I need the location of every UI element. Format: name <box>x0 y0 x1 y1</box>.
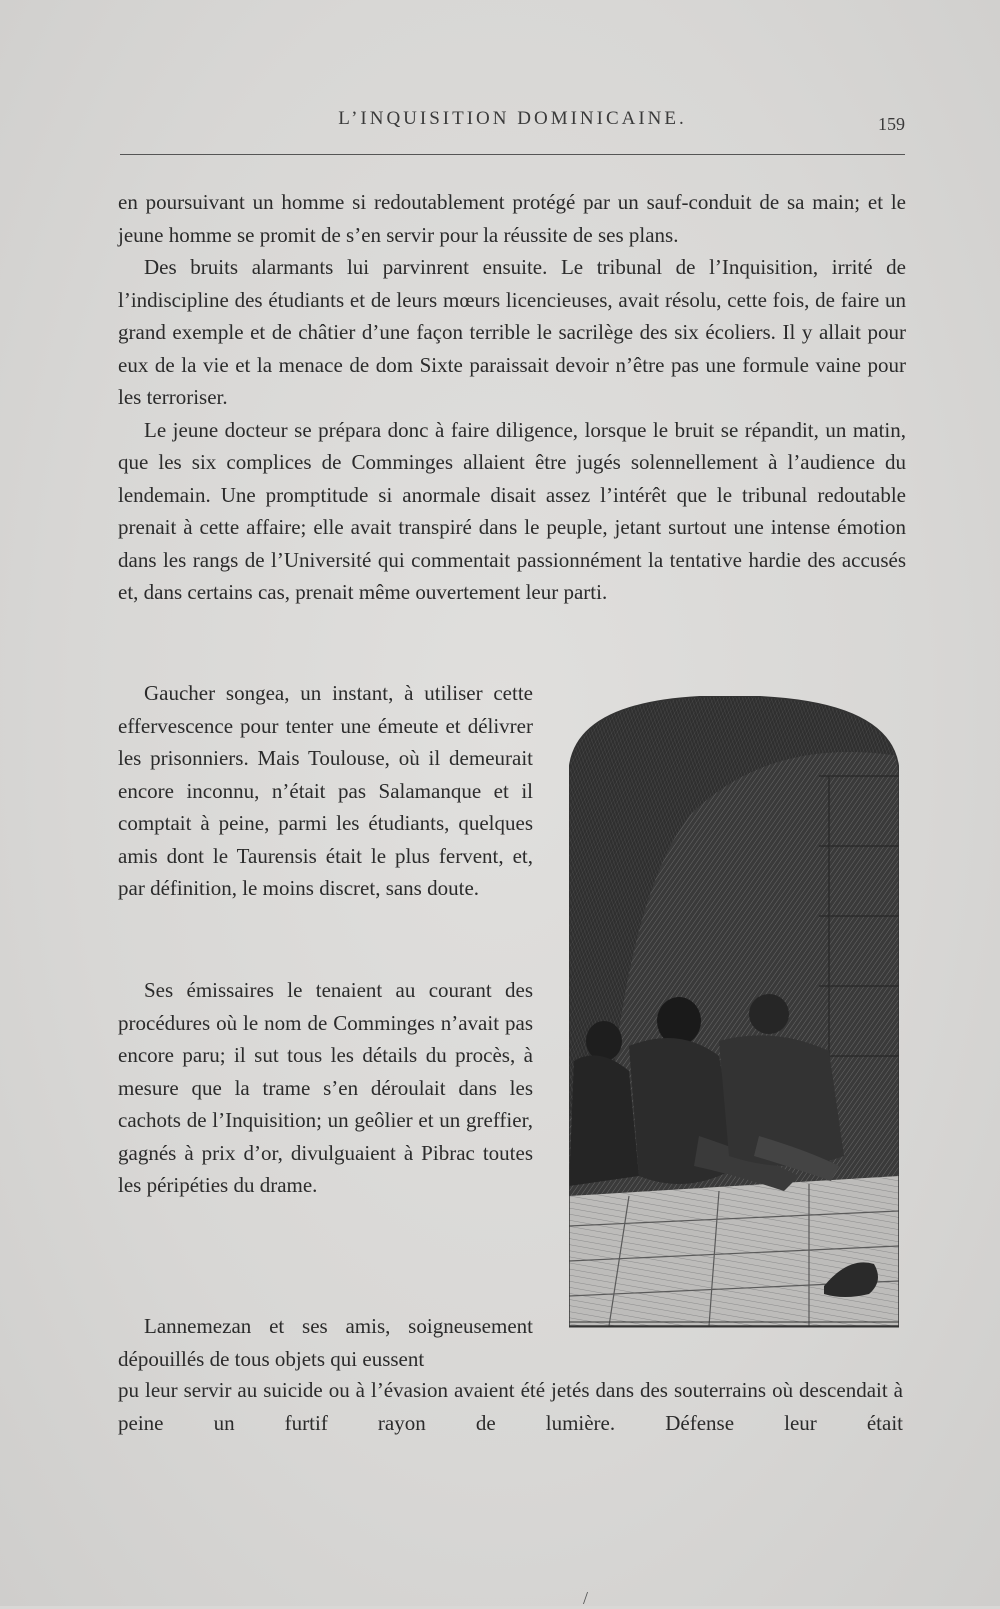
paragraph-lannemezan-continued: pu leur servir au suicide ou à l’évasion avaient été jetés dans des souterrains où descendait à peine un furtif rayon de lumière. Défense leur était <box>118 1378 903 1435</box>
text-full-lannemezan <box>118 1374 903 1439</box>
paragraph-continuation: en poursuivant un homme si redoutablement protégé par un sauf-conduit de sa main; et le jeune homme se promit de s’en servir pour la réussite de ses plans. <box>118 190 906 247</box>
text-column-gaucher <box>118 677 533 905</box>
paragraph-rumors: Des bruits alarmants lui parvinrent ensuite. Le tribunal de l’Inquisition, irrité de l’indiscipline des étudiants et de leurs mœurs licencieuses, avait résolu, cette fois, de faire un grand exemple et de châtier d’une façon terrible le sacrilège des six écoliers. Il y allait pour eux de la vie et la menace de dom Sixte paraissait devoir n’être pas une formule vaine pour les terroriser. <box>118 255 906 409</box>
page-header <box>120 108 905 138</box>
header-rule <box>120 154 905 155</box>
dungeon-engraving <box>569 696 899 1336</box>
paragraph-young-doctor: Le jeune docteur se prépara donc à faire diligence, lorsque le bruit se répandit, un matin, que les six complices de Comminges allaient être jugés solennellement à l’audience du lendemain. Une promptitude si anormale disait assez l’intérêt que le tribunal redoutable prenait à cette affaire; elle avait transpiré dans le peuple, jetant surtout une intense émotion dans les rangs de l’Université qui commentait passionnément la tentative hardie des accusés et, dans certains cas, prenait même ouvertement leur parti. <box>118 417 906 604</box>
paragraph-lannemezan-start: Lannemezan et ses amis, soigneusement dépouillés de tous objets qui eussent <box>118 1314 533 1371</box>
running-title: L’INQUISITION DOMINICAINE. <box>338 108 687 129</box>
text-column-lannemezan <box>118 1310 533 1375</box>
footer-mark: / <box>583 1588 589 1608</box>
paragraph-gaucher: Gaucher songea, un instant, à utiliser cette effervescence pour tenter une émeute et délivrer les prisonniers. Mais Toulouse, où il demeurait encore inconnu, n’était pas Salamanque et il comptait à peine, parmi les étudiants, quelques amis dont le Taurensis était le plus fervent, et, par définition, le moins discret, sans doute. <box>118 681 533 900</box>
main-text-block <box>118 186 906 609</box>
engraving-image <box>569 696 899 1336</box>
paragraph-emissaires: Ses émissaires le tenaient au courant des procédures où le nom de Comminges n’avait pas encore paru; il sut tous les détails du procès, à mesure que la trame s’en déroulait dans les cachots de l’Inquisition; un geôlier et un greffier, gagnés à prix d’or, divulguaient à Pibrac toutes les péripéties du drame. <box>118 978 533 1197</box>
text-column-emissaires <box>118 974 533 1202</box>
page-number: 159 <box>878 114 905 134</box>
